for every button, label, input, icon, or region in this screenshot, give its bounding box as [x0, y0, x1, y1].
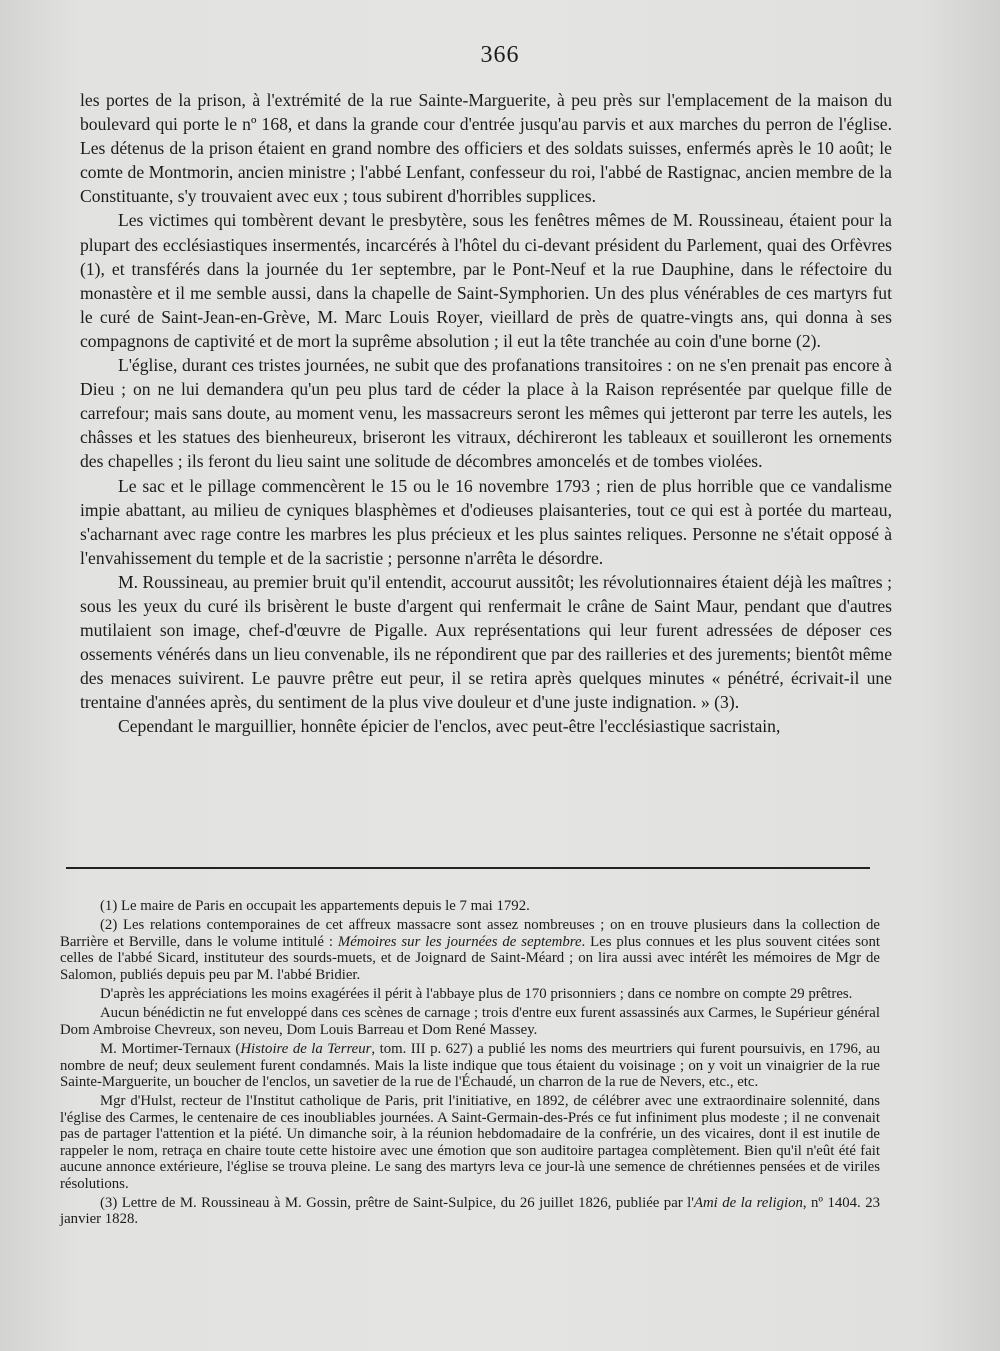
footnote-2-para-4-title: Histoire de la Terreur [240, 1041, 372, 1058]
footnote-2-para-3: Aucun bénédictin ne fut enveloppé dans ces scènes de carnage ; trois d'entre eux furent assassinés aux Carmes, le Supérieur général Dom Ambroise Chevreux, son neveu, Dom Louis Barreau et Dom René Massey. [60, 1005, 880, 1038]
footnote-rule [66, 867, 870, 869]
footnote-3-text-b: , nº 1404. 23 janvier 1828. [60, 1194, 880, 1228]
footnote-2-para-4-text-a: M. Mortimer-Ternaux ( [100, 1041, 241, 1058]
main-text [80, 88, 892, 739]
footnote-2-title: Mémoires sur les journées de septembre [337, 933, 582, 950]
paragraph-2: Les victimes qui tombèrent devant le presbytère, sous les fenêtres mêmes de M. Roussineau, étaient pour la plupart des ecclésiastiques insermentés, incarcérés à l'hôtel du ci-devant président du Parlement, quai des Orfèvres (1), et transférés dans la journée du 1er septembre, par le Pont-Neuf et la rue Dauphine, dans le réfectoire du monastère et il me semble aussi, dans la chapelle de Saint-Symphorien. Un des plus vénérables de ces martyrs fut le curé de Saint-Jean-en-Grève, M. Marc Louis Royer, vieillard de près de quatre-vingts ans, qui donna à ses compagnons de captivité et de mort la suprême absolution ; il eut la tête tranchée au coin d'une borne (2). [80, 210, 892, 351]
footnote-2-text-b: . Les plus connues et les plus souvent citées sont celles de l'abbé Sicard, instituteur des sourds-muets, et de Joignard de Saint-Méard ; on lira aussi avec intérêt les mémoires de Mgr de Salomon, publiés depuis peu par M. l'abbé Bridier. [60, 933, 880, 983]
footnote-3-title: Ami de la religion [693, 1194, 803, 1211]
footnote-2-para-4-text-b: , tom. III p. 627) a publié les noms des meurtriers qui furent poursuivis, en 1796, au nombre de neuf; deux seulement furent condamnés. Mais la liste indique que tous étaient du voisinage ; on y voit un vinaigrier de la rue Sainte-Marguerite, un boucher de l'enclos, un savetier de la rue de l'Échaudé, un charron de la rue de Nevers, etc., etc. [60, 1041, 881, 1091]
paragraph-3: L'église, durant ces tristes journées, ne subit que des profanations transitoires : on ne s'en prenait pas encore à Dieu ; on ne lui demandera qu'un peu plus tard de céder la place à la Raison représentée par quelque fille de carrefour; mais sans doute, au moment venu, les massacreurs seront les mêmes qui jetteront par terre les autels, les châsses et les statues des bienheureux, briseront les vitraux, déchireront les tableaux et souilleront les ornements des chapelles ; ils feront du lieu saint une solitude de décombres amoncelés et de tombes violées. [80, 355, 892, 472]
footnotes [60, 898, 880, 1231]
footnote-3 [60, 1195, 880, 1228]
footnote-1: (1) Le maire de Paris en occupait les appartements depuis le 7 mai 1792. [100, 898, 530, 914]
footnote-2-para-4 [60, 1041, 880, 1090]
page-number: 366 [480, 42, 520, 68]
paragraph-5: M. Roussineau, au premier bruit qu'il entendit, accourut aussitôt; les révolutionnaires étaient déjà les maîtres ; sous les yeux du curé ils brisèrent le buste d'argent qui renfermait le crâne de Saint Maur, pendant que d'autres mutilaient son image, chef-d'œuvre de Pigalle. Aux représentations qui leur furent adressées de déposer ces ossements vénérés dans un lieu convenable, ils ne répondirent que par des railleries et des jurements; bientôt même des menaces suivirent. Le pauvre prêtre eut peur, il se retira après quelques minutes « pénétré, écrivait-il une trentaine d'années après, du sentiment de la plus vive douleur et d'une juste indignation. » (3). [80, 571, 892, 713]
paragraph-4: Le sac et le pillage commencèrent le 15 ou le 16 novembre 1793 ; rien de plus horrible que ce vandalisme impie abattant, au milieu de cyniques blasphèmes et d'odieuses plaisanteries, tout ce qui est à portée du marteau, s'acharnant avec rage contre les marbres les plus précieux et les plus saintes reliques. Personne ne s'était opposé à l'envahissement du temple et de la sacristie ; personne n'arrêta le désordre. [80, 475, 892, 568]
paragraph-6: Cependant le marguillier, honnête épicier de l'enclos, avec peut-être l'ecclésiastique sacristain, [118, 716, 781, 737]
footnote-2-para-2: D'après les appréciations les moins exagérées il périt à l'abbaye plus de 170 prisonniers ; dans ce nombre on compte 29 prêtres. [100, 986, 853, 1003]
footnote-2-text-a: (2) Les relations contemporaines de cet affreux massacre sont assez nombreuses ; on en trouve plusieurs dans la collection de Barrière et Berville, dans le volume intitulé : [60, 917, 880, 950]
footnote-2 [60, 917, 880, 983]
paragraph-1: les portes de la prison, à l'extrémité de la rue Sainte-Marguerite, à peu près sur l'emplacement de la maison du boulevard qui porte le nº 168, et dans la grande cour d'entrée jusqu'au parvis et aux marches du perron de l'église. Les détenus de la prison étaient en grand nombre des officiers et des soldats suisses, enfermés après le 10 août; le comte de Montmorin, ancien ministre ; l'abbé Lenfant, confesseur du roi, l'abbé de Rastignac, ancien membre de la Constituante, s'y trouvaient avec eux ; tous subirent d'horribles supplices. [80, 90, 892, 207]
footnote-3-text-a: (3) Lettre de M. Roussineau à M. Gossin, prêtre de Saint-Sulpice, du 26 juillet 1826, publiée par l' [100, 1194, 694, 1211]
footnote-2-para-5: Mgr d'Hulst, recteur de l'Institut catholique de Paris, prit l'initiative, en 1892, de célébrer avec une extraordinaire solennité, dans l'église des Carmes, le centenaire de ces inoubliables journées. A Saint-Germain-des-Prés ce fut infiniment plus modeste ; il ne convenait pas de partager l'attention et la piété. Un dimanche soir, à la réunion hebdomadaire de la confrérie, un des vicaires, dont il est inutile de rappeler le nom, retraça en chaire toute cette histoire avec une émotion que son auditoire partagea complètement. Bien qu'il n'eût été fait aucune annonce extérieure, l'église se trouva pleine. Le sang des martyrs leva ce jour-là une semence de chrétiennes pensées et de viriles résolutions. [60, 1093, 880, 1192]
